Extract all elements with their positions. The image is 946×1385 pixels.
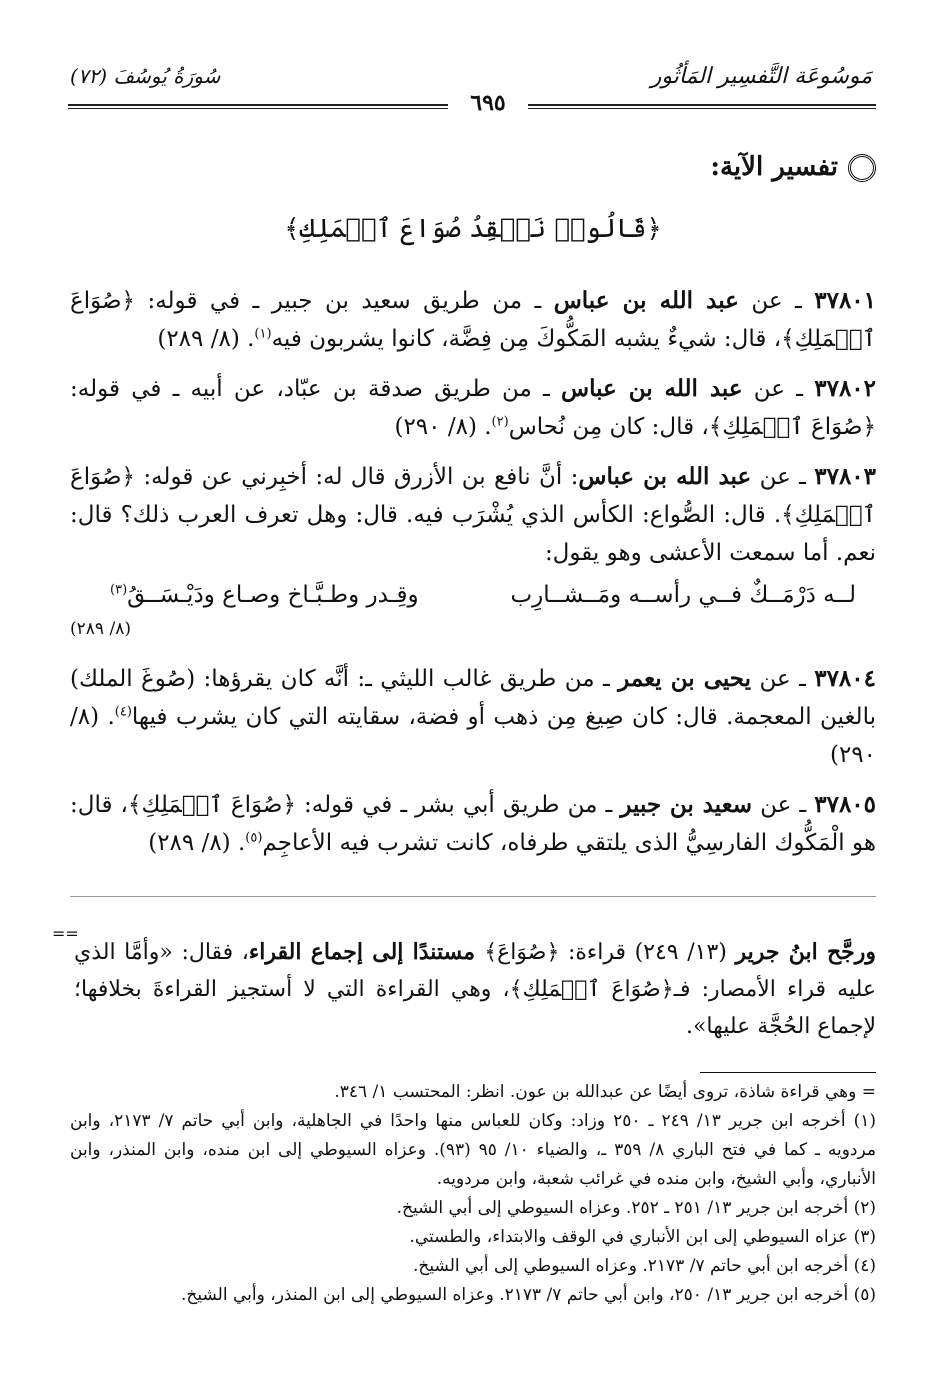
narrator-name: سعيد بن جبير xyxy=(620,791,752,818)
footnote-rule xyxy=(700,1072,876,1073)
entry-number: ٣٧٨٠٥ xyxy=(814,791,877,818)
entry-number: ٣٧٨٠٢ xyxy=(814,375,877,402)
section-title-text: تفسير الآية: xyxy=(710,152,838,182)
entry-text: ـ عن xyxy=(742,376,815,402)
poem-hemistich-right: لــه دَرْمَــكٌ فــي رأســه ومَــشــارِب xyxy=(510,582,856,608)
entry-37804 xyxy=(70,660,876,774)
note-bold: مستندًا إلى إجماع القراء xyxy=(248,939,485,965)
entry-text: ـ من طريق صدقة بن عبّاد، عن أبيه ـ في قوله: xyxy=(70,376,562,402)
footnote-marker: (٥) xyxy=(245,830,263,846)
editor-note xyxy=(74,934,876,1045)
footnote: (١) أخرجه ابن جرير ١٣/ ٢٤٩ ـ ٢٥٠ وزاد: وكان للعباس منها واحدًا في الجاهلية، وابن أبي حاتم ٧/ ٢١٧٣، وابن مردويه ـ كما في فتح الباري ٨/ ٣٥٩ ـ، والضياء ١٠/ ٩٥ (٩٣). وعزاه السيوطي إلى ابن منده، وابن المنذر، وابن الأنباري، وأبي الشيخ، وابن منده في غرائب شعبة، وابن مردويه. xyxy=(70,1111,876,1189)
entry-37801 xyxy=(70,282,876,358)
entry-text: . قال: الصُّواع: الكأس الذي يُشْرَب فيه. قال: وهل تعرف العرب ذلك؟ قال: نعم. أما سمعت الأعشى وهو يقول: xyxy=(70,502,876,566)
poem-hemistich-left: وقِـدر وطـبَّـاخ وصـاع ودَيْـسَــقُ xyxy=(127,582,419,608)
entry-ref: . (٨/ ٢٩٠) xyxy=(70,704,876,768)
footnote-marker: (١) xyxy=(254,326,272,342)
entry-text: ـ من طريق غالب الليثي ـ: أنَّه كان يقرؤها: (صُوغَ الملك) بالغين المعجمة. قال: كان صِيغ مِن ذهب أو فضة، سقايته التي كان يشرب فيها xyxy=(70,666,876,730)
quran-quote: ﴿صُوَاعَ ٱلۡمَلِكِ﴾ xyxy=(70,464,876,528)
narrator-name: عبد الله بن عباس xyxy=(578,463,752,490)
entry-text: ـ عن xyxy=(751,792,815,818)
entry-37802 xyxy=(70,370,876,446)
entry-text: : أنَّ نافع بن الأزرق قال له: أخبِرني عن قوله: xyxy=(135,464,579,490)
quran-quote: ﴿صُوَاعَ ٱلۡمَلِكِ﴾ xyxy=(127,792,296,818)
quran-quote: ﴿صُوَاعَ ٱلۡمَلِكِ﴾ xyxy=(70,288,876,352)
entry-ref: (٨/ ٢٨٩) xyxy=(70,619,131,639)
footnote-marker: (٢) xyxy=(491,414,509,430)
entry-ref: . (٨/ ٢٨٩) xyxy=(157,326,255,352)
entry-text: ـ عن xyxy=(751,464,815,490)
entry-text: ـ عن xyxy=(738,288,815,314)
footnote: = وهي قراءة شاذة، تروى أيضًا عن عبدالله بن عون. انظر: المحتسب ١/ ٣٤٦. xyxy=(334,1082,876,1102)
note-text: (١٣/ ٢٤٩) قراءة: xyxy=(559,940,736,965)
header-rule-left xyxy=(68,104,416,109)
book-title: مَوسُوعَة التَّفسِير المَأثُور xyxy=(650,64,872,89)
quran-quote: ﴿صُوَاعَ ٱلۡمَلِكِ﴾ xyxy=(708,414,876,440)
entry-number: ٣٧٨٠٣ xyxy=(814,463,877,490)
poem-verse xyxy=(70,572,876,614)
narrator-name: يحيى بن يعمر xyxy=(618,665,752,692)
entry-ref: . (٨/ ٢٩٠) xyxy=(394,414,492,440)
note-text: ، وهي القراءة التي لا أستجيز القراءةَ بخلافها؛ لإجماع الحُجَّة عليها». xyxy=(74,977,876,1039)
section-title xyxy=(710,152,876,182)
quran-quote: ﴿صُوَاعَ﴾ xyxy=(484,940,560,965)
footnotes xyxy=(70,1078,876,1310)
footnote-marker: (٤) xyxy=(114,704,132,720)
section-divider xyxy=(70,896,876,897)
entry-text: ، قال: كان مِن نُحاس xyxy=(508,414,709,440)
flower-ornament-icon xyxy=(848,154,876,182)
verse: ﴿قَالُوا۟ نَفۡقِدُ صُوَاعَ ٱلۡمَلِكِ﴾ xyxy=(284,214,662,244)
note-lead: ورجَّح ابنُ جرير xyxy=(735,939,877,965)
quran-quote: ﴿صُوَاعَ ٱلۡمَلِكِ﴾ xyxy=(509,977,674,1002)
entry-text: ، قال: شيءٌ يشبه المَكُّوكَ مِن فِضَّة، كانوا يشربون فيه xyxy=(271,326,782,352)
entry-text: ـ من طريق أبي بشر ـ في قوله: xyxy=(295,792,621,818)
entry-number: ٣٧٨٠١ xyxy=(814,287,877,314)
entry-text: ـ من طريق سعيد بن جبير ـ في قوله: xyxy=(135,288,554,314)
surah-label: سُورَةُ يُوسُفَ (٧٢) xyxy=(70,64,221,88)
footnote: (٣) عزاه السيوطي إلى ابن الأنباري في الوقف والابتداء، والطستي. xyxy=(409,1227,876,1247)
footnote: (٤) أخرجه ابن أبي حاتم ٧/ ٢١٧٣. وعزاه السيوطي إلى أبي الشيخ. xyxy=(413,1256,876,1276)
page-number: ٦٩٥ xyxy=(448,90,528,116)
narrator-name: عبد الله بن عباس xyxy=(561,375,743,402)
footnote: (٢) أخرجه ابن جرير ١٣/ ٢٥١ ـ ٢٥٢. وعزاه السيوطي إلى أبي الشيخ. xyxy=(396,1198,876,1218)
continuation-mark: == xyxy=(52,924,79,943)
entry-text: ، قال: هو الْمَكُّوك الفارسِيُّ الذى يلتقي طرفاه، كانت تشرب فيه الأعاجِم xyxy=(70,792,876,856)
poem-hemistich-left-wrap xyxy=(110,576,419,614)
entry-number: ٣٧٨٠٤ xyxy=(814,665,876,692)
entry-37805 xyxy=(70,786,876,862)
footnote-marker: (٣) xyxy=(110,582,128,598)
entry-ref: . (٨/ ٢٨٩) xyxy=(148,830,246,856)
footnote: (٥) أخرجه ابن جرير ١٣/ ٢٥٠، وابن أبي حاتم ٧/ ٢١٧٣. وعزاه السيوطي إلى ابن المنذر، وأبي الشيخ. xyxy=(180,1285,876,1305)
note-text: ، فقال: «وأمَّا الذي عليه قراء الأمصار: فـ xyxy=(74,940,876,1002)
entry-37803 xyxy=(70,458,876,648)
entry-text: ـ عن xyxy=(751,666,815,692)
entries xyxy=(70,282,876,874)
narrator-name: عبد الله بن عباس xyxy=(553,287,739,314)
